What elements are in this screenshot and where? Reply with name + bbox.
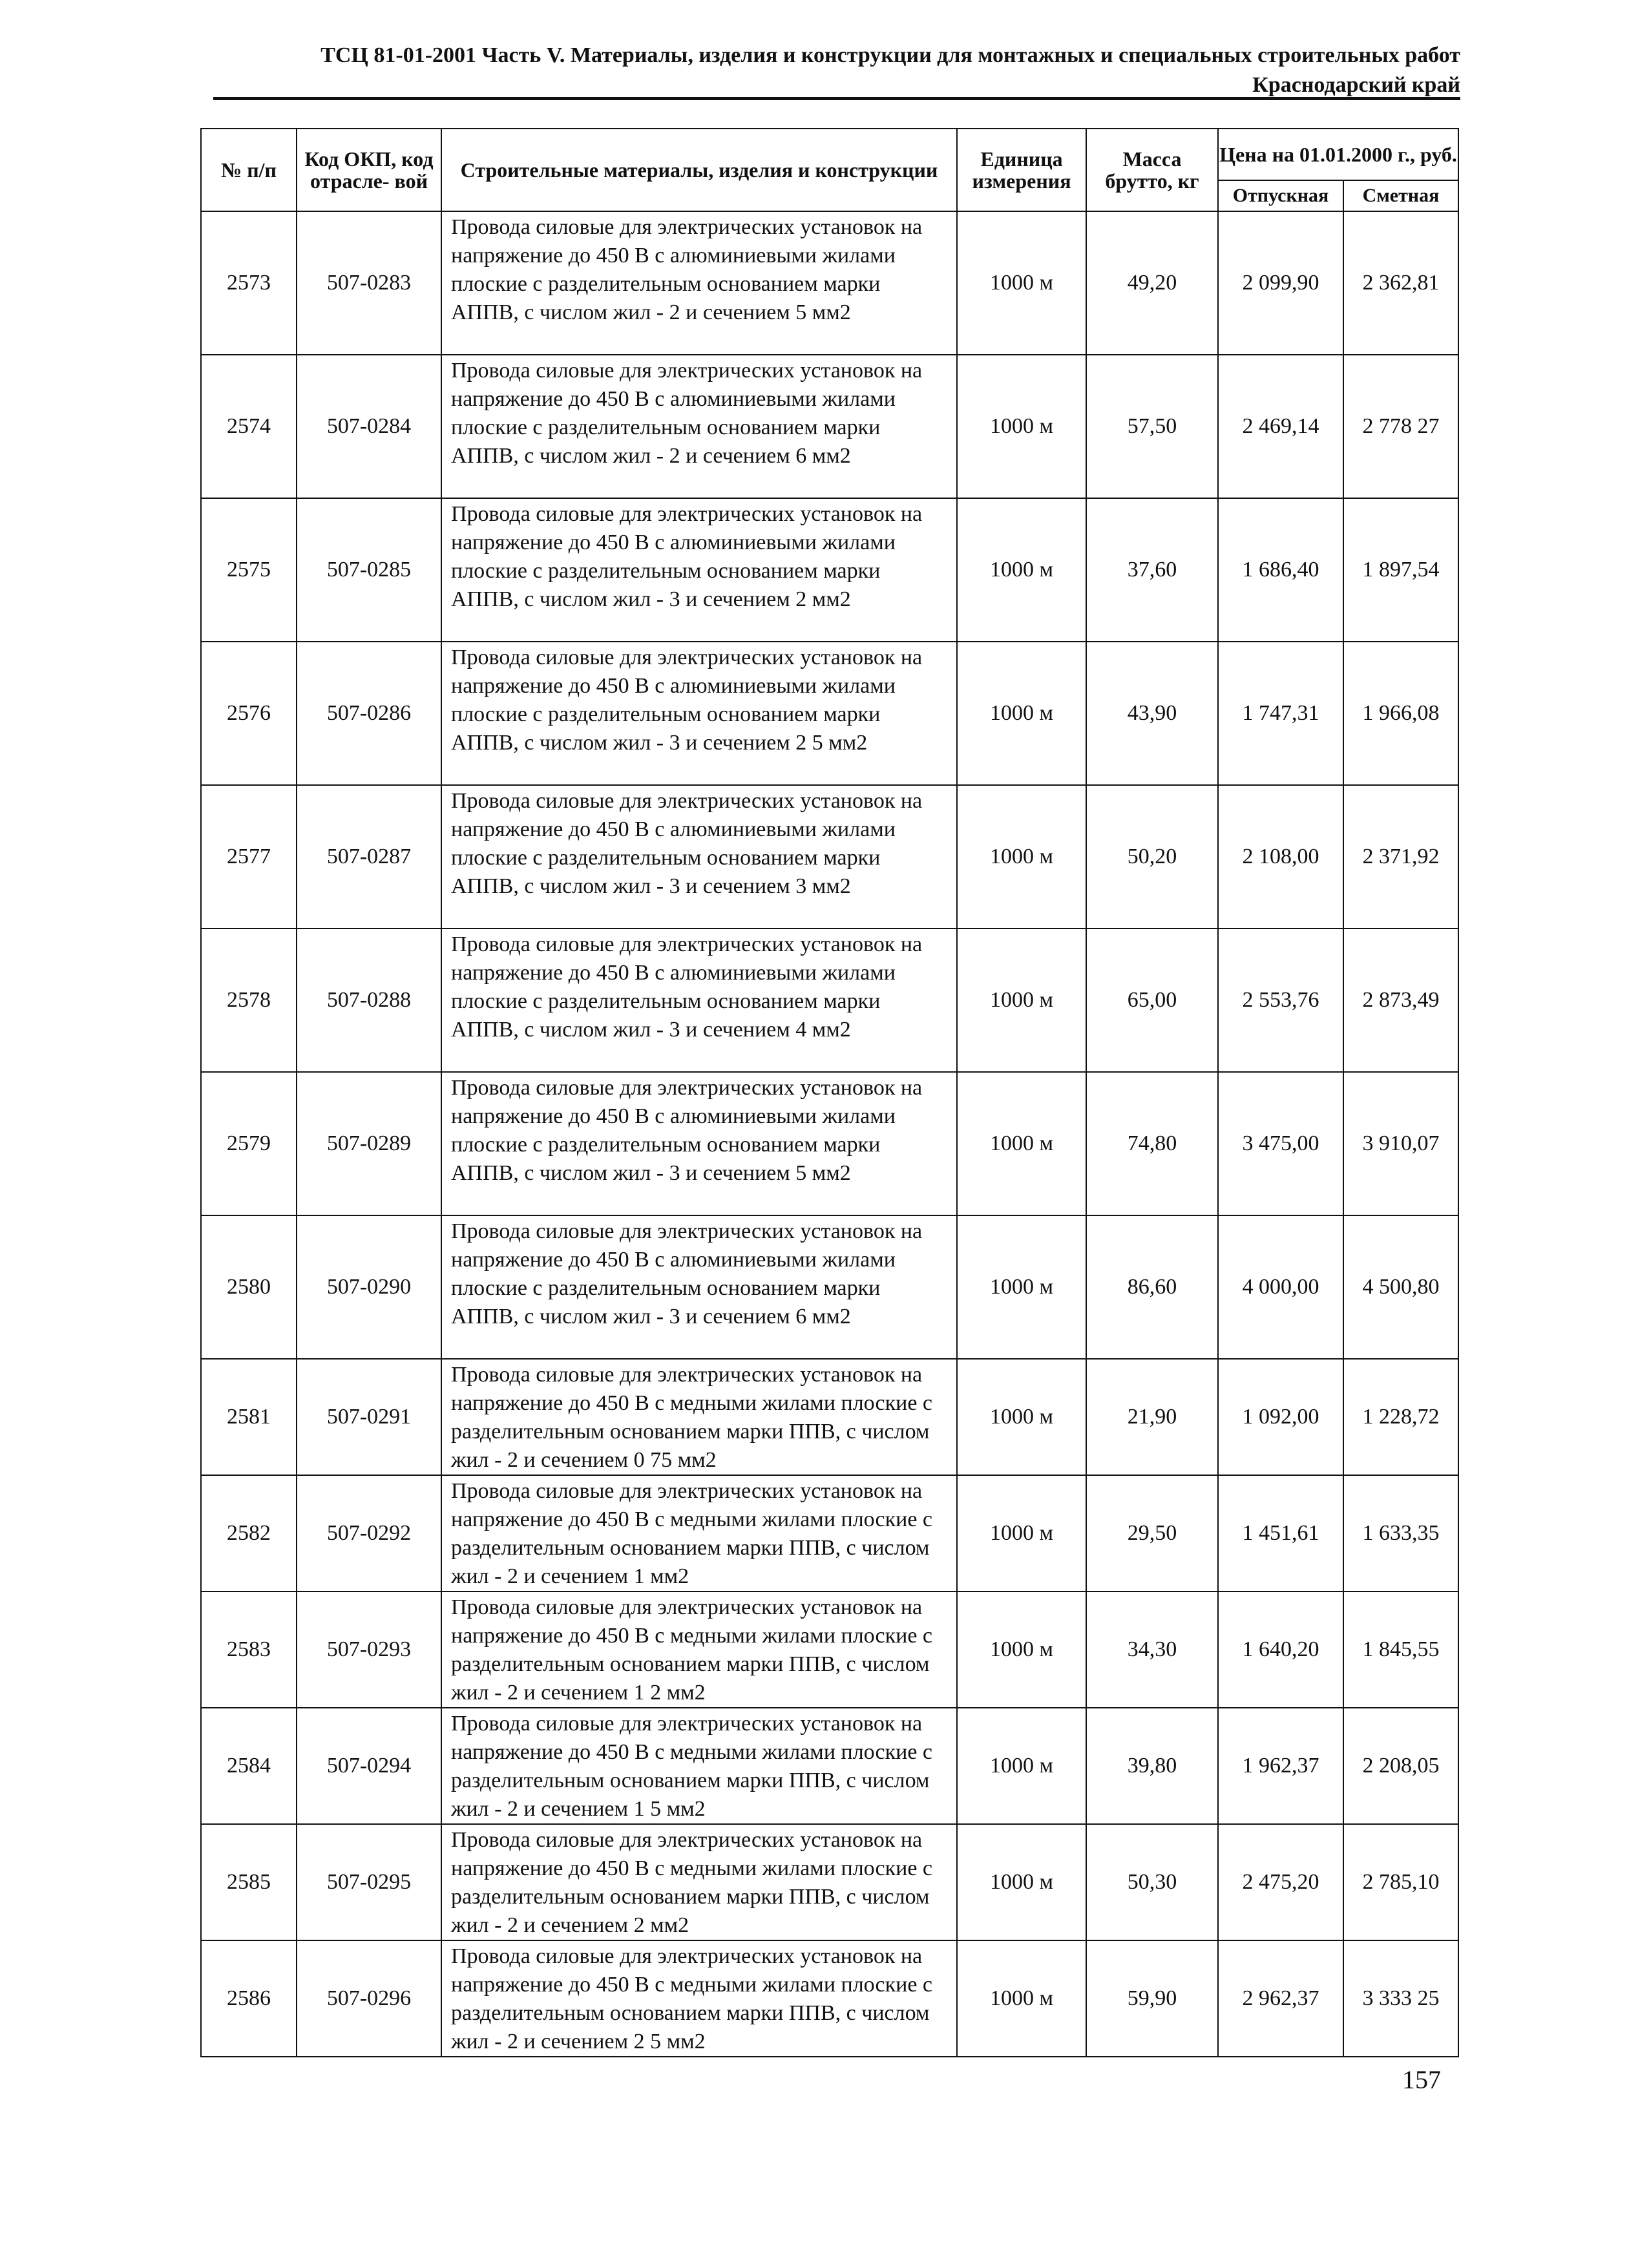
- row-code: 507-0292: [297, 1475, 441, 1591]
- row-name: Провода силовые для электрических установок на напряжение до 450 В с алюминиевыми жилами плоские с разделительным основанием марки АППВ, с числом жил - 3 и сечением 5 мм2: [441, 1072, 957, 1215]
- row-unit: 1000 м: [957, 1824, 1086, 1940]
- row-num: 2575: [201, 498, 297, 642]
- row-estimate-price: 2 778 27: [1343, 355, 1458, 498]
- row-name: Провода силовые для электрических установок на напряжение до 450 В с медными жилами плоские с разделительным основанием марки ППВ, с числом жил - 2 и сечением 1 5 мм2: [441, 1708, 957, 1824]
- row-unit: 1000 м: [957, 1940, 1086, 2057]
- row-release-price: 2 099,90: [1218, 211, 1343, 355]
- row-num: 2582: [201, 1475, 297, 1591]
- row-unit: 1000 м: [957, 929, 1086, 1072]
- price-table: [200, 128, 1459, 2057]
- row-code: 507-0283: [297, 211, 441, 355]
- row-name: Провода силовые для электрических установок на напряжение до 450 В с алюминиевыми жилами плоские с разделительным основанием марки АППВ, с числом жил - 3 и сечением 2 мм2: [441, 498, 957, 642]
- table-row: [201, 1591, 1458, 1708]
- row-mass: 59,90: [1086, 1940, 1218, 2057]
- table-row: [201, 1475, 1458, 1591]
- col-header-num: № п/п: [201, 129, 297, 211]
- row-mass: 49,20: [1086, 211, 1218, 355]
- row-mass: 50,20: [1086, 785, 1218, 929]
- row-unit: 1000 м: [957, 785, 1086, 929]
- row-unit: 1000 м: [957, 1359, 1086, 1475]
- row-release-price: 2 475,20: [1218, 1824, 1343, 1940]
- col-header-mass: Масса брутто, кг: [1086, 129, 1218, 211]
- row-code: 507-0296: [297, 1940, 441, 2057]
- table-row: [201, 929, 1458, 1072]
- row-code: 507-0288: [297, 929, 441, 1072]
- table-row: [201, 1359, 1458, 1475]
- row-mass: 29,50: [1086, 1475, 1218, 1591]
- row-num: 2580: [201, 1215, 297, 1359]
- row-unit: 1000 м: [957, 1708, 1086, 1824]
- row-estimate-price: 1 633,35: [1343, 1475, 1458, 1591]
- table-body: [201, 211, 1458, 2057]
- col-header-unit: Единица измерения: [957, 129, 1086, 211]
- row-unit: 1000 м: [957, 355, 1086, 498]
- row-code: 507-0284: [297, 355, 441, 498]
- row-num: 2574: [201, 355, 297, 498]
- col-header-price: Цена на 01.01.2000 г., руб.: [1218, 129, 1458, 180]
- row-unit: 1000 м: [957, 1591, 1086, 1708]
- row-name: Провода силовые для электрических установок на напряжение до 450 В с медными жилами плоские с разделительным основанием марки ППВ, с числом жил - 2 и сечением 1 мм2: [441, 1475, 957, 1591]
- row-unit: 1000 м: [957, 1215, 1086, 1359]
- row-estimate-price: 2 362,81: [1343, 211, 1458, 355]
- row-mass: 34,30: [1086, 1591, 1218, 1708]
- row-estimate-price: 3 333 25: [1343, 1940, 1458, 2057]
- row-estimate-price: 2 208,05: [1343, 1708, 1458, 1824]
- page-number: 157: [1402, 2065, 1441, 2094]
- row-release-price: 2 469,14: [1218, 355, 1343, 498]
- row-release-price: 2 962,37: [1218, 1940, 1343, 2057]
- row-estimate-price: 2 371,92: [1343, 785, 1458, 929]
- row-estimate-price: 1 966,08: [1343, 642, 1458, 785]
- row-code: 507-0285: [297, 498, 441, 642]
- row-num: 2577: [201, 785, 297, 929]
- row-estimate-price: 2 785,10: [1343, 1824, 1458, 1940]
- col-header-code: Код ОКП, код отрасле- вой: [297, 129, 441, 211]
- row-name: Провода силовые для электрических установок на напряжение до 450 В с медными жилами плоские с разделительным основанием марки ППВ, с числом жил - 2 и сечением 2 мм2: [441, 1824, 957, 1940]
- row-mass: 39,80: [1086, 1708, 1218, 1824]
- row-release-price: 1 451,61: [1218, 1475, 1343, 1591]
- table-row: [201, 211, 1458, 355]
- row-num: 2581: [201, 1359, 297, 1475]
- row-estimate-price: 4 500,80: [1343, 1215, 1458, 1359]
- row-num: 2583: [201, 1591, 297, 1708]
- row-num: 2584: [201, 1708, 297, 1824]
- header-title: ТСЦ 81-01-2001 Часть V. Материалы, изделия и конструкции для монтажных и специальных строительных работ: [320, 43, 1460, 67]
- col-header-release-price: Отпускная: [1218, 180, 1343, 211]
- row-unit: 1000 м: [957, 1072, 1086, 1215]
- row-code: 507-0295: [297, 1824, 441, 1940]
- row-unit: 1000 м: [957, 498, 1086, 642]
- row-release-price: 1 640,20: [1218, 1591, 1343, 1708]
- row-num: 2585: [201, 1824, 297, 1940]
- row-estimate-price: 1 228,72: [1343, 1359, 1458, 1475]
- row-name: Провода силовые для электрических установок на напряжение до 450 В с алюминиевыми жилами плоские с разделительным основанием марки АППВ, с числом жил - 3 и сечением 2 5 мм2: [441, 642, 957, 785]
- col-header-name: Строительные материалы, изделия и конструкции: [441, 129, 957, 211]
- row-name: Провода силовые для электрических установок на напряжение до 450 В с алюминиевыми жилами плоские с разделительным основанием марки АППВ, с числом жил - 2 и сечением 5 мм2: [441, 211, 957, 355]
- row-num: 2573: [201, 211, 297, 355]
- header-rule: [213, 97, 1460, 100]
- row-release-price: 1 747,31: [1218, 642, 1343, 785]
- row-release-price: 1 686,40: [1218, 498, 1343, 642]
- row-mass: 86,60: [1086, 1215, 1218, 1359]
- row-name: Провода силовые для электрических установок на напряжение до 450 В с медными жилами плоские с разделительным основанием марки ППВ, с числом жил - 2 и сечением 0 75 мм2: [441, 1359, 957, 1475]
- row-code: 507-0291: [297, 1359, 441, 1475]
- row-estimate-price: 1 897,54: [1343, 498, 1458, 642]
- row-code: 507-0293: [297, 1591, 441, 1708]
- row-name: Провода силовые для электрических установок на напряжение до 450 В с алюминиевыми жилами плоские с разделительным основанием марки АППВ, с числом жил - 3 и сечением 4 мм2: [441, 929, 957, 1072]
- row-release-price: 2 553,76: [1218, 929, 1343, 1072]
- row-name: Провода силовые для электрических установок на напряжение до 450 В с алюминиевыми жилами плоские с разделительным основанием марки АППВ, с числом жил - 3 и сечением 6 мм2: [441, 1215, 957, 1359]
- col-header-estimate-price: Сметная: [1343, 180, 1458, 211]
- row-name: Провода силовые для электрических установок на напряжение до 450 В с медными жилами плоские с разделительным основанием марки ППВ, с числом жил - 2 и сечением 2 5 мм2: [441, 1940, 957, 2057]
- row-code: 507-0289: [297, 1072, 441, 1215]
- row-code: 507-0287: [297, 785, 441, 929]
- row-mass: 50,30: [1086, 1824, 1218, 1940]
- row-mass: 74,80: [1086, 1072, 1218, 1215]
- row-num: 2578: [201, 929, 297, 1072]
- row-release-price: 4 000,00: [1218, 1215, 1343, 1359]
- row-unit: 1000 м: [957, 211, 1086, 355]
- row-unit: 1000 м: [957, 642, 1086, 785]
- table-row: [201, 1824, 1458, 1940]
- row-mass: 21,90: [1086, 1359, 1218, 1475]
- row-mass: 37,60: [1086, 498, 1218, 642]
- row-code: 507-0286: [297, 642, 441, 785]
- row-mass: 65,00: [1086, 929, 1218, 1072]
- table-row: [201, 1072, 1458, 1215]
- row-estimate-price: 2 873,49: [1343, 929, 1458, 1072]
- row-num: 2579: [201, 1072, 297, 1215]
- row-name: Провода силовые для электрических установок на напряжение до 450 В с алюминиевыми жилами плоские с разделительным основанием марки АППВ, с числом жил - 3 и сечением 3 мм2: [441, 785, 957, 929]
- table-row: [201, 785, 1458, 929]
- table-row: [201, 355, 1458, 498]
- row-release-price: 2 108,00: [1218, 785, 1343, 929]
- row-release-price: 1 092,00: [1218, 1359, 1343, 1475]
- row-code: 507-0290: [297, 1215, 441, 1359]
- table-row: [201, 498, 1458, 642]
- header-region: Краснодарский край: [1252, 73, 1460, 97]
- row-unit: 1000 м: [957, 1475, 1086, 1591]
- row-estimate-price: 1 845,55: [1343, 1591, 1458, 1708]
- row-name: Провода силовые для электрических установок на напряжение до 450 В с алюминиевыми жилами плоские с разделительным основанием марки АППВ, с числом жил - 2 и сечением 6 мм2: [441, 355, 957, 498]
- row-estimate-price: 3 910,07: [1343, 1072, 1458, 1215]
- row-num: 2576: [201, 642, 297, 785]
- row-code: 507-0294: [297, 1708, 441, 1824]
- row-name: Провода силовые для электрических установок на напряжение до 450 В с медными жилами плоские с разделительным основанием марки ППВ, с числом жил - 2 и сечением 1 2 мм2: [441, 1591, 957, 1708]
- row-mass: 57,50: [1086, 355, 1218, 498]
- table-row: [201, 1940, 1458, 2057]
- table-row: [201, 642, 1458, 785]
- row-num: 2586: [201, 1940, 297, 2057]
- table-row: [201, 1215, 1458, 1359]
- row-release-price: 3 475,00: [1218, 1072, 1343, 1215]
- table-row: [201, 1708, 1458, 1824]
- row-mass: 43,90: [1086, 642, 1218, 785]
- row-release-price: 1 962,37: [1218, 1708, 1343, 1824]
- page-header: [213, 40, 1460, 100]
